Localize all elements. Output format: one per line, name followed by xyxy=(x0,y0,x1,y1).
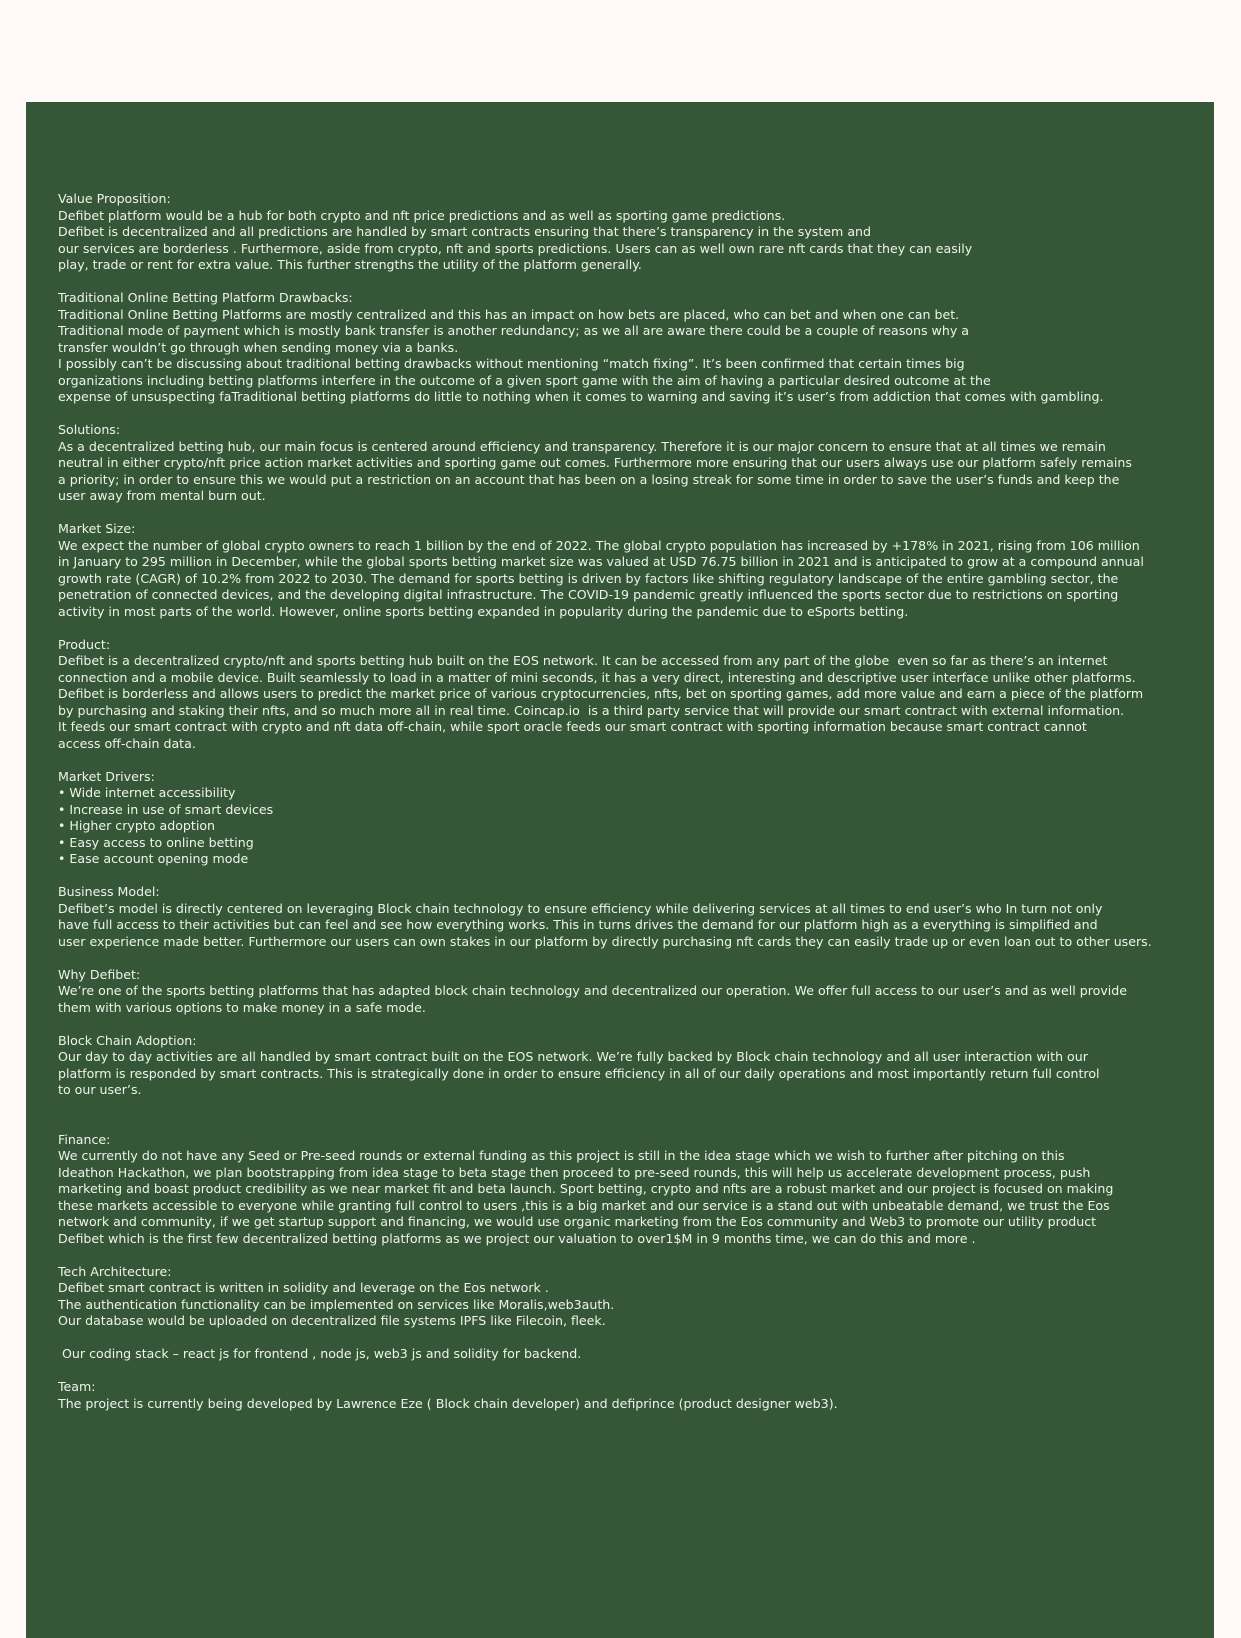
text-line: Solutions: xyxy=(58,422,121,437)
text-line: Defibet smart contract is written in solidity and leverage on the Eos network . xyxy=(58,1280,549,1295)
text-line: • Wide internet accessibility xyxy=(58,785,236,800)
text-line: Traditional mode of payment which is mostly bank transfer is another redundancy; as we all are aware there could be a couple of reasons why a xyxy=(58,323,970,338)
text-line: network and community, if we get startup support and financing, we would use organic marketing from the Eos community and Web3 to promote our utility product xyxy=(58,1214,1097,1229)
text-line: Traditional Online Betting Platform Drawbacks: xyxy=(58,290,353,305)
text-line: • Easy access to online betting xyxy=(58,834,254,850)
text-line: Defibet is a decentralized crypto/nft and sports betting hub built on the EOS network. It can be accessed from any part of the globe even so far as there’s an internet xyxy=(58,653,1108,668)
text-line: organizations including betting platforms interfere in the outcome of a given sport game with the aim of having a particular desired outcome at the xyxy=(58,372,991,388)
text-line: I possibly can’t be discussing about traditional betting drawbacks without mentioning “match fixing”. It’s been confirmed that certain times big xyxy=(58,356,965,371)
text-line xyxy=(58,406,1208,423)
text-line: these markets accessible to everyone while granting full control to users ,this is a big market and our service is a stand out with unbeatable demand, we trust the Eos xyxy=(58,1197,1110,1213)
text-line: user experience made better. Furthermore our users can own stakes in our platform by directly purchasing nft cards they can easily trade up or even loan out to other users. xyxy=(58,933,1152,949)
text-line: transfer wouldn’t go through when sending money via a banks. xyxy=(58,339,459,355)
text-line: expense of unsuspecting faTraditional betting platforms do little to nothing when it comes to warning and saving it’s user’s from addiction that comes with gambling. xyxy=(58,389,1104,404)
text-line: Defibet which is the first few decentralized betting platforms as we project our valuation to over1$M in 9 months time, we can do this and more . xyxy=(58,1230,976,1246)
text-line: Why Defibet: xyxy=(58,966,141,982)
text-line: Traditional Online Betting Platforms are mostly centralized and this has an impact on how bets are placed, who can bet and when one can bet. xyxy=(58,306,960,322)
text-line: Value Proposition: xyxy=(58,191,171,206)
text-line: Defibet platform would be a hub for both crypto and nft price predictions and as well as sporting game predictions. xyxy=(58,207,786,223)
text-line: activity in most parts of the world. However, online sports betting expanded in popularity during the pandemic due to eSports betting. xyxy=(58,603,909,619)
text-line: Our database would be uploaded on decentralized file systems IPFS like Filecoin, fleek. xyxy=(58,1313,606,1328)
text-line: play, trade or rent for extra value. This further strengths the utility of the platform generally. xyxy=(58,257,642,272)
text-line: have full access to their activities but can feel and see how everything works. This in turns drives the demand for our platform high as a everything is simplified and xyxy=(58,917,1098,932)
text-line: Market Drivers: xyxy=(58,768,155,784)
text-line xyxy=(58,868,1208,885)
text-line: Defibet is decentralized and all predictions are handled by smart contracts ensuring that there’s transparency in the system and xyxy=(58,224,872,239)
text-line xyxy=(58,752,1208,769)
text-line: Ideathon Hackathon, we plan bootstrapping from idea stage to beta stage then proceed to pre-seed rounds, this will help us accelerate development process, push xyxy=(58,1164,1091,1180)
document-body xyxy=(58,191,1208,1412)
text-line xyxy=(58,1363,1208,1380)
text-line: The authentication functionality can be implemented on services like Moralis,web3auth. xyxy=(58,1296,615,1312)
text-line: growth rate (CAGR) of 10.2% from 2022 to 2030. The demand for sports betting is driven by factors like shifting regulatory landscape of the entire gambling sector, the xyxy=(58,570,1119,586)
text-line: connection and a mobile device. Built seamlessly to load in a matter of mini seconds, it has a very direct, interesting and descriptive user interface unlike other platforms. xyxy=(58,669,1136,685)
text-line: • Higher crypto adoption xyxy=(58,818,216,833)
text-line: We’re one of the sports betting platforms that has adapted block chain technology and decentralized our operation. We offer full access to our user’s and as well provide xyxy=(58,983,1128,998)
text-line: user away from mental burn out. xyxy=(58,488,266,503)
text-line: Team: xyxy=(58,1379,96,1394)
text-line xyxy=(58,1330,1208,1347)
text-line: Business Model: xyxy=(58,884,160,899)
text-line: Tech Architecture: xyxy=(58,1263,172,1279)
text-line: We expect the number of global crypto owners to reach 1 billion by the end of 2022. The global crypto population has increased by +178% in 2021, rising from 106 million xyxy=(58,537,1140,553)
text-line: platform is responded by smart contracts. This is strategically done in order to ensure efficiency in all of our daily operations and most importantly return full control xyxy=(58,1065,1100,1081)
text-line: our services are borderless . Furthermore, aside from crypto, nft and sports predictions. Users can as well own rare nft cards that they can easily xyxy=(58,240,973,256)
text-line: Defibet’s model is directly centered on leveraging Block chain technology to ensure efficiency while delivering services at all times to end user’s who In turn not only xyxy=(58,900,1103,916)
text-line xyxy=(58,505,1208,522)
text-line: Finance: xyxy=(58,1131,111,1147)
text-line xyxy=(58,1115,1208,1132)
text-line: in January to 295 million in December, while the global sports betting market size was valued at USD 76.75 billion in 2021 and is anticipated to grow at a compound annual xyxy=(58,554,1144,569)
text-line: Our day to day activities are all handled by smart contract built on the EOS network. We’re fully backed by Block chain technology and all user interaction with our xyxy=(58,1049,1088,1064)
text-line xyxy=(58,1099,1208,1116)
text-line: As a decentralized betting hub, our main focus is centered around efficiency and transparency. Therefore it is our major concern to ensure that at all times we remain xyxy=(58,438,1106,454)
text-line xyxy=(58,1016,1208,1033)
text-line: neutral in either crypto/nft price action market activities and sporting game out comes. Furthermore more ensuring that our users always use our platform safely remains xyxy=(58,455,1132,470)
text-line: Our coding stack – react js for frontend , node js, web3 js and solidity for backend. xyxy=(58,1346,582,1361)
text-line: by purchasing and staking their nfts, and so much more all in real time. Coincap.io is a third party service that will provide our smart contract with external information. xyxy=(58,702,1125,718)
text-line: • Ease account opening mode xyxy=(58,851,249,866)
text-line: marketing and boast product credibility as we near market fit and beta launch. Sport betting, crypto and nfts are a robust market and our project is focused on making xyxy=(58,1181,1114,1196)
text-line xyxy=(58,620,1208,637)
text-line xyxy=(58,1247,1208,1264)
text-line: them with various options to make money in a safe mode. xyxy=(58,999,426,1015)
text-line: We currently do not have any Seed or Pre-seed rounds or external funding as this project is still in the idea stage which we wish to further after pitching on this xyxy=(58,1148,1065,1163)
text-line: Market Size: xyxy=(58,521,136,536)
text-line: Defibet is borderless and allows users to predict the market price of various cryptocurrencies, nfts, bet on sporting games, add more value and earn a piece of the platform xyxy=(58,686,1144,701)
text-line: • Increase in use of smart devices xyxy=(58,801,274,817)
text-line: Block Chain Adoption: xyxy=(58,1032,197,1048)
text-line xyxy=(58,274,1208,291)
text-line: a priority; in order to ensure this we would put a restriction on an account that has been on a losing streak for some time in order to save the user’s funds and keep the xyxy=(58,471,1120,487)
text-line: to our user’s. xyxy=(58,1082,142,1097)
text-line xyxy=(58,950,1208,967)
text-line: Product: xyxy=(58,636,111,652)
text-line: access off-chain data. xyxy=(58,735,196,751)
text-line: The project is currently being developed by Lawrence Eze ( Block chain developer) and defiprince (product designer web3). xyxy=(58,1395,838,1411)
text-line: penetration of connected devices, and the developing digital infrastructure. The COVID-19 pandemic greatly influenced the sports sector due to restrictions on sporting xyxy=(58,587,1119,602)
text-line: It feeds our smart contract with crypto and nft data off-chain, while sport oracle feeds our smart contract with sporting information because smart contract cannot xyxy=(58,719,1087,734)
